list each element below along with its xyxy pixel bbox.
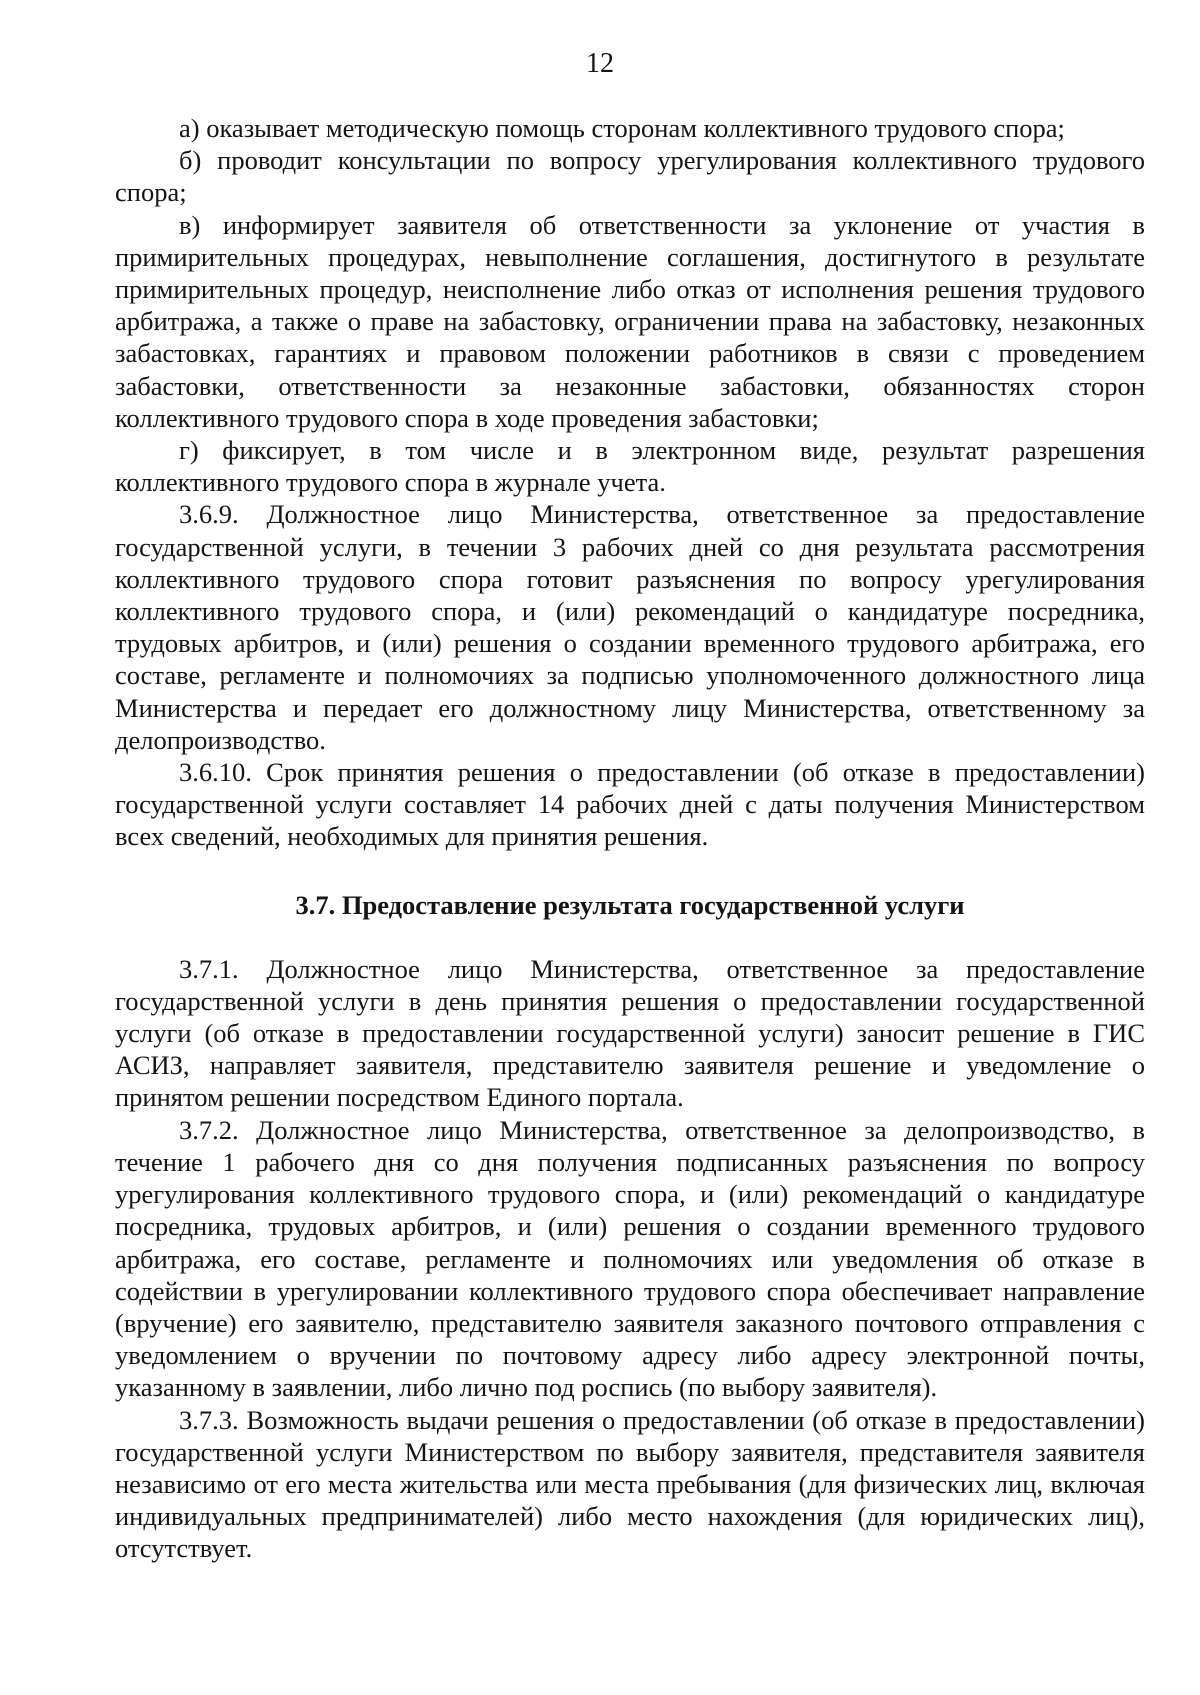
- paragraph-3-7-2: 3.7.2. Должностное лицо Министерства, ответственное за делопроизводство, в течение 1 рабочего дня со дня получения подписанных разъяснения по вопросу урегулирования коллективного трудового спора, и (или) рекомендаций о кандидатуре посредника, трудовых арбитров, и (или) решения о создании временного трудового арбитража, его составе, регламенте и полномочиях или уведомления об отказе в содействии в урегулировании коллективного трудового спора обеспечивает направление (вручение) его заявителю, представителю заявителя заказного почтового отправления с уведомлением о вручении по почтовому адресу либо адресу электронной почты, указанному в заявлении, либо лично под роспись (по выбору заявителя).: [115, 1114, 1145, 1403]
- paragraph-item-v: в) информирует заявителя об ответственности за уклонение от участия в примирительных процедурах, невыполнение соглашения, достигнутого в результате примирительных процедур, неисполнение либо отказ от исполнения решения трудового арбитража, а также о праве на забастовку, ограничении права на забастовку, незаконных забастовках, гарантиях и правовом положении работников в связи с проведением забастовки, ответственности за незаконные забастовки, обязанностях сторон коллективного трудового спора в ходе проведения забастовки;: [115, 209, 1145, 433]
- paragraph-3-6-10: 3.6.10. Срок принятия решения о предоставлении (об отказе в предоставлении) государственной услуги составляет 14 рабочих дней с даты получения Министерством всех сведений, необходимых для принятия решения.: [115, 757, 1145, 852]
- paragraph-item-g: г) фиксирует, в том числе и в электронном виде, результат разрешения коллективного трудового спора в журнале учета.: [115, 435, 1145, 498]
- section-heading: 3.7. Предоставление результата государственной услуги: [295, 889, 965, 920]
- paragraph-3-6-9: 3.6.9. Должностное лицо Министерства, ответственное за предоставление государственной услуги, в течении 3 рабочих дней со дня результата рассмотрения коллективного трудового спора готовит разъяснения по вопросу урегулирования коллективного трудового спора, и (или) рекомендаций о кандидатуре посредника, трудовых арбитров, и (или) решения о создании временного трудового арбитража, его составе, регламенте и полномочиях за подписью уполномоченного должностного лица Министерства и передает его должностному лицу Министерства, ответственному за делопроизводство.: [115, 499, 1145, 755]
- page-number: 12: [586, 48, 614, 79]
- paragraph-item-b: б) проводит консультации по вопросу урегулирования коллективного трудового спора;: [115, 145, 1145, 208]
- paragraph-item-a: а) оказывает методическую помощь сторонам коллективного трудового спора;: [179, 113, 1065, 143]
- paragraph-3-7-3: 3.7.3. Возможность выдачи решения о предоставлении (об отказе в предоставлении) государственной услуги Министерством по выбору заявителя, представителя заявителя независимо от его места жительства или места пребывания (для физических лиц, включая индивидуальных предпринимателей) либо место нахождения (для юридических лиц), отсутствует.: [115, 1404, 1145, 1564]
- paragraph-3-7-1: 3.7.1. Должностное лицо Министерства, ответственное за предоставление государственной услуги в день принятия решения о предоставлении государственной услуги (об отказе в предоставлении государственной услуги) заносит решение в ГИС АСИЗ, направляет заявителя, представителю заявителя решение и уведомление о принятом решении посредством Единого портала.: [115, 953, 1145, 1113]
- document-body: [115, 112, 1145, 1565]
